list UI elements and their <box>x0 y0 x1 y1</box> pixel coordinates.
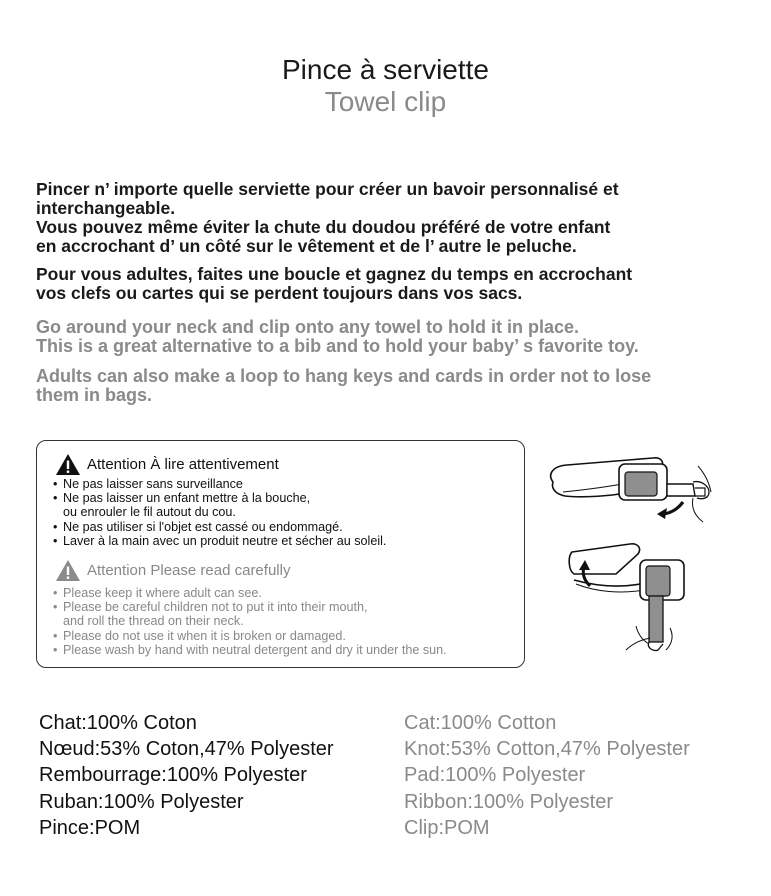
warning-item-text: Ne pas utiliser si l'objet est cassé ou endommagé. <box>63 519 343 534</box>
material-item: Nœud:53% Coton,47% Polyester <box>39 738 334 761</box>
bullet: • <box>53 491 58 506</box>
warning-list-fr <box>53 477 386 548</box>
warning-triangle-icon <box>55 453 81 476</box>
text-line: Go around your neck and clip onto any towel to hold it in place. <box>36 317 580 337</box>
warning-list-en <box>53 586 447 657</box>
bullet: • <box>53 600 58 615</box>
text-line: them in bags. <box>36 385 153 405</box>
text-line: Vous pouvez même éviter la chute du doudou préféré de votre enfant <box>36 217 611 237</box>
text-line: interchangeable. <box>36 198 176 218</box>
warning-item <box>53 643 447 657</box>
material-item: Knot:53% Cotton,47% Polyester <box>404 738 690 761</box>
clip-closing-illustration <box>543 452 718 527</box>
text-line: vos clefs ou cartes qui se perdent toujours dans vos sacs. <box>36 283 523 303</box>
warning-heading-text: Attention À lire attentivement <box>87 456 279 473</box>
materials-list-en <box>404 710 690 841</box>
warning-item <box>53 477 386 491</box>
bullet: • <box>53 519 58 534</box>
warning-item-text: Ne pas laisser un enfant mettre à la bouche, <box>63 491 311 506</box>
title-french: Pince à serviette <box>282 54 489 85</box>
description-fr-paragraph-1 <box>36 180 756 256</box>
warning-item <box>53 520 386 534</box>
warning-item-text: Please keep it where adult can see. <box>63 586 262 600</box>
title-english: Towel clip <box>324 86 447 117</box>
warning-item <box>53 629 447 643</box>
warning-item-text: Please wash by hand with neutral detergent and dry it under the sun. <box>63 642 447 657</box>
warning-heading-text: Attention Please read carefully <box>87 562 291 579</box>
text-line: This is a great alternative to a bib and to hold your baby’ s favorite toy. <box>36 336 639 356</box>
material-item: Pince:POM <box>39 816 141 839</box>
bullet: • <box>53 533 58 548</box>
material-item: Cat:100% Cotton <box>404 712 557 734</box>
warning-item <box>53 586 447 600</box>
warning-item <box>53 534 386 548</box>
text-line: Pour vous adultes, faites une boucle et gagnez du temps en accrochant <box>36 264 633 284</box>
material-item: Chat:100% Coton <box>39 712 197 734</box>
material-item: Rembourrage:100% Polyester <box>39 764 307 787</box>
description-en-paragraph-1 <box>36 318 756 356</box>
material-item: Ribbon:100% Polyester <box>404 790 614 813</box>
warning-heading-en <box>55 559 290 582</box>
bullet: • <box>53 586 58 600</box>
bullet: • <box>53 642 58 657</box>
text-line: Adults can also make a loop to hang keys and cards in order not to lose <box>36 366 652 386</box>
clip-opening-illustration <box>566 540 696 655</box>
material-item: Ruban:100% Polyester <box>39 790 244 813</box>
bullet: • <box>53 628 58 643</box>
material-item: Clip:POM <box>404 816 490 839</box>
warning-item <box>53 600 447 614</box>
warning-item-continuation: ou enrouler le fil autout du cou. <box>63 505 236 520</box>
description-fr-paragraph-2 <box>36 265 756 303</box>
text-line: en accrochant d’ un côté sur le vêtement et de l’ autre le peluche. <box>36 236 577 256</box>
warning-item-text: Please be careful children not to put it into their mouth, <box>63 600 368 615</box>
material-item: Pad:100% Polyester <box>404 764 586 787</box>
description-en-paragraph-2 <box>36 367 756 405</box>
warning-item-text: Laver à la main avec un produit neutre et sécher au soleil. <box>63 533 387 548</box>
warning-item-text: Ne pas laisser sans surveillance <box>63 477 243 491</box>
warning-item-continuation: and roll the thread on their neck. <box>63 614 244 629</box>
warning-box <box>36 440 525 668</box>
warning-triangle-icon <box>55 559 81 582</box>
warning-item-text: Please do not use it when it is broken or damaged. <box>63 628 346 643</box>
materials-list-fr <box>39 710 334 841</box>
warning-heading-fr <box>55 453 279 476</box>
text-line: Pincer n’ importe quelle serviette pour créer un bavoir personnalisé et <box>36 179 619 199</box>
bullet: • <box>53 477 58 491</box>
warning-item <box>53 491 386 505</box>
